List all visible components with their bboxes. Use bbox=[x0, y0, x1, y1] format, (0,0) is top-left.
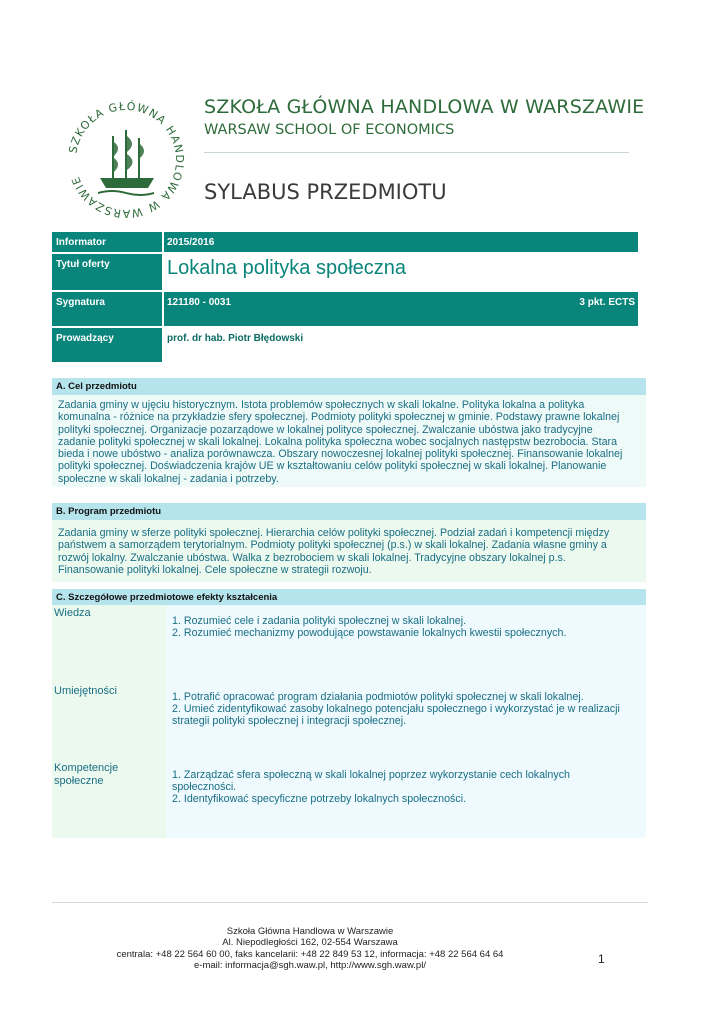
learning-outcomes-table bbox=[52, 605, 646, 838]
footer-address bbox=[60, 926, 560, 972]
outcome-line: 1. Zarządzać sfera społeczną w skali lokalnej poprzez wykorzystanie cech lokalnych bbox=[172, 769, 570, 781]
outcome-line: społeczności. bbox=[172, 781, 237, 793]
school-logo bbox=[62, 96, 190, 224]
logo-ring-text: SZKOŁA GŁÓWNA HANDLOWA W WARSZAWIE bbox=[66, 99, 187, 221]
section-b-line: Zadania gminy w sferze polityki społecznej. Hierarchia celów polityki społecznej. Podział zadań i kompetencji między bbox=[58, 527, 610, 539]
outcome-line: 1. Rozumieć cele i zadania polityki społecznej w skali lokalnej. bbox=[172, 615, 467, 627]
school-name-pl: SZKOŁA GŁÓWNA HANDLOWA W WARSZAWIE bbox=[204, 96, 645, 118]
section-a-line: społeczne w skali lokalnej - zadania i potrzeby. bbox=[58, 472, 279, 485]
outcome-knowledge-text bbox=[172, 615, 640, 639]
section-a-line: polityki społecznej. Doświadczenia krajów UE w kształtowaniu celów polityki społecznej w skali lokalnej. Planowanie bbox=[58, 460, 607, 473]
signature-label: Sygnatura bbox=[52, 292, 162, 326]
outcome-category-competences bbox=[54, 762, 118, 788]
outcome-competences-text bbox=[172, 769, 640, 805]
section-a-heading: A. Cel przedmiotu bbox=[52, 378, 646, 395]
outcome-category-label: Wiedza bbox=[54, 607, 91, 619]
header-divider bbox=[204, 152, 629, 153]
section-a-line: zadanie polityki społecznej w skali lokalnej. Lokalna polityka społeczna wobec socjalnych następstw bezrobocia. Stara bbox=[58, 435, 618, 448]
outcome-line: 1. Potrafić opracować program działania podmiotów polityki społecznej w skali lokalnej. bbox=[172, 691, 584, 703]
outcomes-label-column bbox=[52, 605, 166, 838]
outcome-category-label: społeczne bbox=[54, 775, 104, 787]
outcome-line: 2. Umieć zidentyfikować zasoby lokalnego potencjału społecznego i wykorzystać je w realizacji bbox=[172, 703, 620, 715]
informator-cell bbox=[164, 232, 638, 252]
footer-line: e-mail: informacja@sgh.waw.pl, http://www.sgh.waw.pl/ bbox=[194, 960, 426, 972]
school-name-en: WARSAW SCHOOL OF ECONOMICS bbox=[204, 122, 455, 138]
section-a-line: komunalna - różnice na przykładzie sfery społecznej. Podmioty polityki społecznej w gminie. Podstawy prawne lokalnej bbox=[58, 411, 620, 424]
informator-row bbox=[52, 232, 638, 252]
outcome-line: 2. Identyfikować specyficzne potrzeby lokalnych społeczności. bbox=[172, 793, 467, 805]
lecturer-value: prof. dr hab. Piotr Błędowski bbox=[167, 333, 304, 344]
outcome-line: 2. Rozumieć mechanizmy powodujące powstawanie lokalnych kwestii społecznych. bbox=[172, 627, 567, 639]
title-cell bbox=[164, 254, 638, 290]
outcome-skills-text bbox=[172, 691, 640, 727]
document-title: SYLABUS PRZEDMIOTU bbox=[204, 180, 447, 204]
lecturer-cell bbox=[164, 328, 638, 362]
outcome-category-knowledge bbox=[54, 607, 91, 620]
footer-line: centrala: +48 22 564 60 00, faks kancelarii: +48 22 849 53 12, informacja: +48 22 564 64 64 bbox=[116, 948, 504, 960]
outcome-category-skills bbox=[54, 685, 117, 698]
section-b-heading: B. Program przedmiotu bbox=[52, 503, 646, 520]
informator-label: Informator bbox=[52, 232, 162, 252]
section-a-line: Zadania gminy w ujęciu historycznym. Istota problemów społecznych w skali lokalne. Polityka lokalna a polityka bbox=[58, 399, 585, 411]
course-title: Lokalna polityka społeczna bbox=[167, 257, 407, 279]
lecturer-row bbox=[52, 328, 638, 362]
informator-value: 2015/2016 bbox=[167, 237, 215, 248]
section-a-body bbox=[52, 395, 646, 487]
page-number: 1 bbox=[598, 952, 605, 966]
footer-divider bbox=[52, 902, 648, 903]
ects-value: 3 pkt. ECTS bbox=[579, 297, 635, 308]
footer-line: Szkoła Główna Handlowa w Warszawie bbox=[226, 926, 394, 937]
section-a-line: polityki społecznej. Organizacje pozarządowe w lokalnej polityce społecznej. Zwalczanie ubóstwa jako tradycyjne bbox=[58, 423, 593, 436]
outcome-line: strategii polityki społecznej i integracji społecznej. bbox=[172, 715, 407, 727]
section-c-heading: C. Szczegółowe przedmiotowe efekty kształcenia bbox=[52, 589, 646, 606]
section-b-body bbox=[52, 520, 646, 582]
outcome-category-label: Kompetencje bbox=[54, 762, 119, 774]
title-row bbox=[52, 254, 638, 290]
lecturer-label: Prowadzący bbox=[52, 328, 162, 362]
signature-row bbox=[52, 292, 638, 326]
title-label: Tytuł oferty bbox=[52, 254, 162, 290]
section-b-line: rozwój lokalny. Zwalczanie ubóstwa. Walka z bezrobociem w skali lokalnej. Tradycyjne obszary lokalnej p.s. bbox=[58, 551, 566, 564]
section-b-line: państwem a samorządem terytorialnym. Podmioty polityki społecznej (p.s.) w skali lokalnej. Zadania własne gminy a bbox=[58, 539, 607, 552]
section-a-line: bieda i nowe ubóstwo - analiza porównawcza. Obszary nowoczesnej lokalnej polityki społecznej. Finansowanie lokalnej bbox=[58, 448, 623, 461]
footer-line: Al. Niepodległości 162, 02-554 Warszawa bbox=[222, 937, 398, 949]
signature-value: 121180 - 0031 bbox=[167, 297, 231, 308]
outcome-category-label: Umiejętności bbox=[54, 685, 117, 697]
section-b-line: Finansowanie polityki lokalnej. Cele społeczne w strategii rozwoju. bbox=[58, 563, 372, 576]
signature-cell bbox=[164, 292, 638, 326]
